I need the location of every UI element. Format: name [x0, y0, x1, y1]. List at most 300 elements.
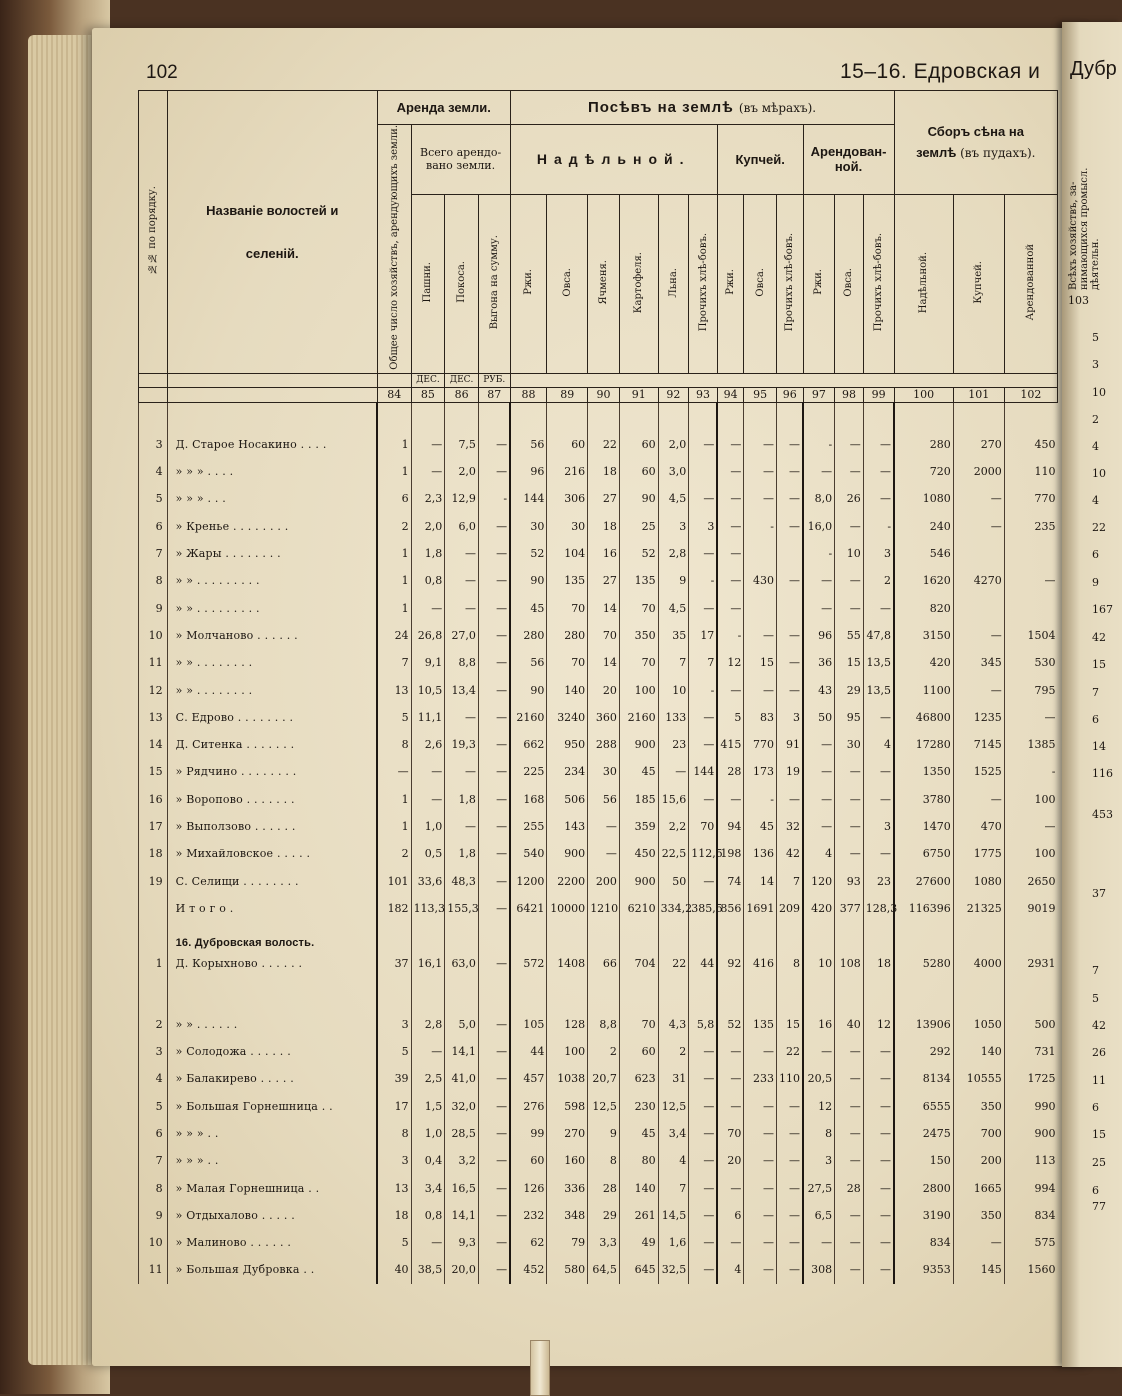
cell-value: 26	[835, 485, 864, 512]
cell-value: 135	[619, 567, 658, 594]
cell-value: —	[689, 1256, 718, 1283]
cell-value: 14	[744, 867, 777, 894]
cell-value: 144	[689, 758, 718, 785]
cell-value: 575	[1004, 1229, 1057, 1256]
cell-value: 150	[894, 1147, 953, 1174]
cell-value: 2	[377, 513, 411, 540]
cell-value: 261	[619, 1202, 658, 1229]
cell-value: 3,2	[445, 1147, 479, 1174]
cell-value: —	[689, 485, 718, 512]
header-oats: Овса.	[547, 194, 588, 373]
cell-value: —	[1004, 813, 1057, 840]
cell-value: 56	[510, 649, 547, 676]
facing-page-value: 6	[1092, 1101, 1099, 1114]
cell-value: 3,4	[411, 1174, 445, 1201]
cell-value: 60	[510, 1147, 547, 1174]
spacer-cell	[588, 402, 620, 431]
cell-value: 359	[619, 813, 658, 840]
spacer-cell	[835, 977, 864, 1011]
cell-value: 27600	[894, 867, 953, 894]
cell-value: 1,8	[411, 540, 445, 567]
cell-value: 16,5	[445, 1174, 479, 1201]
cell-value: 70	[689, 813, 718, 840]
total-value: 113,3	[411, 895, 445, 922]
cell-value: —	[411, 431, 445, 458]
cell-value: —	[863, 1229, 894, 1256]
cell-value: -	[689, 676, 718, 703]
spacer-cell	[547, 977, 588, 1011]
total-value: 209	[777, 895, 804, 922]
settlement-name: » » » . . . .	[167, 458, 377, 485]
cell-value: -	[803, 431, 835, 458]
table-row	[139, 758, 1058, 785]
spacer-cell	[478, 402, 510, 431]
cell-value: 216	[547, 458, 588, 485]
cell-value	[689, 458, 718, 485]
spacer-cell	[863, 402, 894, 431]
header-other: Прочихъ хлѣ-бовъ.	[689, 194, 718, 373]
cell-value: —	[777, 1147, 804, 1174]
row-number: 5	[139, 485, 168, 512]
cell-value: 1	[377, 431, 411, 458]
cell-value: —	[835, 758, 864, 785]
cell-value: 1	[377, 540, 411, 567]
page-number: 102	[146, 62, 178, 83]
cell-value: —	[478, 1174, 510, 1201]
cell-value: —	[689, 1038, 718, 1065]
cell-value: 24	[377, 622, 411, 649]
cell-value: —	[478, 458, 510, 485]
cell-value: 270	[547, 1120, 588, 1147]
total-blank	[139, 895, 168, 922]
cell-value: 270	[953, 431, 1004, 458]
settlement-name: » » . . . . . . . . .	[167, 567, 377, 594]
cell-value: 8,0	[803, 485, 835, 512]
cell-value: 90	[510, 676, 547, 703]
facing-page-value: 6	[1092, 713, 1099, 726]
cell-value: 48,3	[445, 867, 479, 894]
cell-value: 70	[588, 622, 620, 649]
cell-value: 133	[658, 704, 689, 731]
cell-value: 70	[619, 1011, 658, 1038]
spacer-cell	[411, 402, 445, 431]
cell-value: —	[717, 786, 744, 813]
facing-page	[1062, 22, 1122, 1367]
cell-value: —	[953, 622, 1004, 649]
cell-value: —	[689, 786, 718, 813]
cell-value: 22	[658, 949, 689, 976]
total-value: 182	[377, 895, 411, 922]
cell-value: —	[953, 676, 1004, 703]
column-number: 95	[744, 387, 777, 402]
cell-value: —	[689, 1120, 718, 1147]
cell-value: —	[689, 1093, 718, 1120]
cell-value: 52	[510, 540, 547, 567]
cell-value: -	[478, 485, 510, 512]
section-cell	[547, 922, 588, 949]
unit-blank-1	[139, 373, 168, 387]
cell-value: 2160	[510, 704, 547, 731]
cell-value: —	[803, 731, 835, 758]
cell-value: 3240	[547, 704, 588, 731]
cell-value: 13,5	[863, 649, 894, 676]
header-hay-rented: Арендованной	[1004, 194, 1057, 373]
section-cell	[377, 922, 411, 949]
cell-value: 135	[547, 567, 588, 594]
cell-value: 6,0	[445, 513, 479, 540]
cell-value: 9	[588, 1120, 620, 1147]
cell-value: 280	[510, 622, 547, 649]
row-number: 10	[139, 1229, 168, 1256]
row-number: 4	[139, 458, 168, 485]
cell-value: —	[478, 1147, 510, 1174]
cell-value: 1470	[894, 813, 953, 840]
settlement-name: » Жары . . . . . . . .	[167, 540, 377, 567]
spacer-cell	[445, 402, 479, 431]
unit-des-plough: ДЕС.	[411, 373, 445, 387]
cell-value: -	[803, 540, 835, 567]
settlement-name: Д. Корыхново . . . . . .	[167, 949, 377, 976]
header-rent-households: Общее число хозяйствъ, арендующихъ земли.	[377, 125, 411, 374]
cell-value: 16	[803, 1011, 835, 1038]
cell-value: 5	[377, 704, 411, 731]
cell-value	[1004, 595, 1057, 622]
cell-value: 2475	[894, 1120, 953, 1147]
cell-value: 20,0	[445, 1256, 479, 1283]
cell-value: 3	[658, 513, 689, 540]
settlement-name: » Рядчино . . . . . . . .	[167, 758, 377, 785]
cell-value: 30	[835, 731, 864, 758]
section-cell	[478, 922, 510, 949]
cell-value: 60	[619, 1038, 658, 1065]
cell-value: —	[445, 595, 479, 622]
section-cell	[803, 922, 835, 949]
cell-value: 720	[894, 458, 953, 485]
row-number: 12	[139, 676, 168, 703]
cell-value: 276	[510, 1093, 547, 1120]
cell-value: 42	[777, 840, 804, 867]
cell-value: 12,9	[445, 485, 479, 512]
total-value: 377	[835, 895, 864, 922]
facing-page-value: 4	[1092, 440, 1099, 453]
row-number: 7	[139, 1147, 168, 1174]
cell-value: —	[478, 595, 510, 622]
cell-value: 470	[953, 813, 1004, 840]
column-number: 96	[777, 387, 804, 402]
cell-value: —	[953, 513, 1004, 540]
cell-value: 47,8	[863, 622, 894, 649]
cell-value: —	[478, 622, 510, 649]
cell-value: —	[777, 1120, 804, 1147]
cell-value: 4	[658, 1147, 689, 1174]
cell-value: 2,2	[658, 813, 689, 840]
cell-value: 3,3	[588, 1229, 620, 1256]
settlement-name: » Малиново . . . . . .	[167, 1229, 377, 1256]
cell-value: —	[689, 867, 718, 894]
settlement-name: » » . . . . . .	[167, 1011, 377, 1038]
column-number: 98	[835, 387, 864, 402]
cell-value: 104	[547, 540, 588, 567]
cell-value: 8134	[894, 1065, 953, 1092]
cell-value: —	[803, 1229, 835, 1256]
cell-value: -	[1004, 758, 1057, 785]
cell-value: —	[777, 485, 804, 512]
cell-value: —	[588, 840, 620, 867]
total-value: 155,3	[445, 895, 479, 922]
spacer-cell	[744, 402, 777, 431]
cell-value: 12	[803, 1093, 835, 1120]
cell-value: —	[478, 786, 510, 813]
cell-value: —	[478, 431, 510, 458]
unit-rub: РУБ.	[478, 373, 510, 387]
cell-value: —	[863, 1065, 894, 1092]
cell-value: —	[835, 458, 864, 485]
cell-value: 45	[510, 595, 547, 622]
cell-value: —	[744, 1038, 777, 1065]
statistics-table	[138, 90, 1058, 1284]
cell-value: 4	[803, 840, 835, 867]
cell-value: 95	[835, 704, 864, 731]
total-value: 21325	[953, 895, 1004, 922]
cell-value: —	[835, 595, 864, 622]
spacer-row	[139, 977, 1058, 1011]
cell-value: 17	[689, 622, 718, 649]
cell-value: 7	[658, 1174, 689, 1201]
cell-value: 30	[510, 513, 547, 540]
header-merchant-oats: Овса.	[744, 194, 777, 373]
cell-value: 80	[619, 1147, 658, 1174]
section-cell	[744, 922, 777, 949]
cell-value: —	[689, 1174, 718, 1201]
row-number: 13	[139, 704, 168, 731]
table-row	[139, 540, 1058, 567]
cell-value: 288	[588, 731, 620, 758]
cell-value: 62	[510, 1229, 547, 1256]
settlement-name: » » » . .	[167, 1147, 377, 1174]
cell-value: —	[1004, 567, 1057, 594]
row-number: 5	[139, 1093, 168, 1120]
cell-value: —	[803, 786, 835, 813]
total-value: 6421	[510, 895, 547, 922]
cell-value	[953, 540, 1004, 567]
cell-value: —	[777, 458, 804, 485]
spacer-cell	[777, 977, 804, 1011]
cell-value: 10555	[953, 1065, 1004, 1092]
cell-value: 2650	[1004, 867, 1057, 894]
cell-value: 20,5	[803, 1065, 835, 1092]
cell-value: —	[717, 1229, 744, 1256]
settlement-name: Д. Ситенка . . . . . . .	[167, 731, 377, 758]
table-row	[139, 676, 1058, 703]
column-number: 89	[547, 387, 588, 402]
cell-value: —	[835, 1038, 864, 1065]
settlement-name: » Солодожа . . . . . .	[167, 1038, 377, 1065]
cell-value: —	[744, 1202, 777, 1229]
column-number: 88	[510, 387, 547, 402]
header-hay-merchant: Купчей.	[953, 194, 1004, 373]
cell-value: 3	[803, 1147, 835, 1174]
cell-value: 13906	[894, 1011, 953, 1038]
cell-value: 580	[547, 1256, 588, 1283]
row-number: 4	[139, 1065, 168, 1092]
cell-value: 18	[588, 513, 620, 540]
cell-value: 5	[717, 704, 744, 731]
header-rented-other: Прочихъ хлѣ-бовъ.	[863, 194, 894, 373]
cell-value: 19	[777, 758, 804, 785]
cell-value: 0,5	[411, 840, 445, 867]
cell-value: 2200	[547, 867, 588, 894]
cell-value: 200	[588, 867, 620, 894]
column-number: 97	[803, 387, 835, 402]
cell-value: 16,1	[411, 949, 445, 976]
cell-value: 13	[377, 1174, 411, 1201]
cell-value: —	[717, 676, 744, 703]
cell-value: —	[803, 813, 835, 840]
cell-value: —	[835, 567, 864, 594]
cell-value: 8	[377, 731, 411, 758]
cell-value: 900	[1004, 1120, 1057, 1147]
cell-value: 7145	[953, 731, 1004, 758]
cell-value: 1080	[953, 867, 1004, 894]
settlement-name: » Михайловское . . . . .	[167, 840, 377, 867]
cell-value: 19,3	[445, 731, 479, 758]
cell-value: 43	[803, 676, 835, 703]
cell-value: 2000	[953, 458, 1004, 485]
cell-value: 64,5	[588, 1256, 620, 1283]
cell-value: 56	[510, 431, 547, 458]
cell-value: 23	[658, 731, 689, 758]
cell-value: 70	[717, 1120, 744, 1147]
cell-value: 15	[835, 649, 864, 676]
row-number: 16	[139, 786, 168, 813]
section-cell	[658, 922, 689, 949]
cell-value: 8,8	[588, 1011, 620, 1038]
cell-value: 110	[1004, 458, 1057, 485]
cell-value: —	[377, 758, 411, 785]
table-row	[139, 1038, 1058, 1065]
row-number: 14	[139, 731, 168, 758]
cell-value: 0,8	[411, 1202, 445, 1229]
cell-value: —	[863, 458, 894, 485]
settlement-name: » Большая Горнешница . .	[167, 1093, 377, 1120]
cell-value: -	[689, 567, 718, 594]
total-value: 9019	[1004, 895, 1057, 922]
cell-value: 345	[953, 649, 1004, 676]
settlement-name: » » . . . . . . . .	[167, 676, 377, 703]
cell-value: 14,5	[658, 1202, 689, 1229]
total-label: И т о г о .	[167, 895, 377, 922]
cell-value: —	[777, 1202, 804, 1229]
cell-value: —	[744, 458, 777, 485]
table-row	[139, 1256, 1058, 1283]
row-number: 7	[139, 540, 168, 567]
cell-value: 770	[1004, 485, 1057, 512]
cell-value: —	[835, 786, 864, 813]
cell-value: —	[953, 485, 1004, 512]
section-cell	[510, 922, 547, 949]
cell-value: 6	[377, 485, 411, 512]
cell-value: —	[689, 1147, 718, 1174]
cell-value: —	[717, 1174, 744, 1201]
cell-value: —	[445, 540, 479, 567]
cell-value: —	[863, 1147, 894, 1174]
cell-value: 113	[1004, 1147, 1057, 1174]
cell-value: 13,5	[863, 676, 894, 703]
cell-value: 820	[894, 595, 953, 622]
cell-value: 235	[1004, 513, 1057, 540]
cell-value: 35	[658, 622, 689, 649]
cell-value: 1	[377, 567, 411, 594]
cell-value: 9,3	[445, 1229, 479, 1256]
cell-value: 306	[547, 485, 588, 512]
cell-value: 90	[510, 567, 547, 594]
cell-value: 60	[547, 431, 588, 458]
cell-value: 7	[777, 867, 804, 894]
cell-value: 1,0	[411, 813, 445, 840]
table-row	[139, 485, 1058, 512]
cell-value	[744, 595, 777, 622]
cell-value: —	[863, 786, 894, 813]
row-number: 8	[139, 1174, 168, 1201]
cell-value: 41,0	[445, 1065, 479, 1092]
cell-value: —	[803, 567, 835, 594]
cell-value: —	[777, 676, 804, 703]
cell-value: —	[953, 786, 1004, 813]
header-rented-oats: Овса.	[835, 194, 864, 373]
cell-value: —	[689, 1202, 718, 1229]
cell-value: —	[744, 431, 777, 458]
cell-value: 45	[619, 758, 658, 785]
table-row	[139, 431, 1058, 458]
cell-value: 452	[510, 1256, 547, 1283]
section-cell	[863, 922, 894, 949]
table-row	[139, 1174, 1058, 1201]
section-cell	[588, 922, 620, 949]
cell-value: 14,1	[445, 1038, 479, 1065]
cell-value: 3	[377, 1011, 411, 1038]
cell-value: 234	[547, 758, 588, 785]
cell-value: —	[689, 1229, 718, 1256]
cell-value: 96	[803, 622, 835, 649]
section-cell	[835, 922, 864, 949]
cell-value: 28,5	[445, 1120, 479, 1147]
cell-value: 44	[510, 1038, 547, 1065]
cell-value: 350	[953, 1202, 1004, 1229]
cell-value: 1,8	[445, 840, 479, 867]
cell-value: —	[717, 1093, 744, 1120]
row-number: 18	[139, 840, 168, 867]
cell-value: 16	[588, 540, 620, 567]
spacer-cell	[835, 402, 864, 431]
cell-value: 12	[717, 649, 744, 676]
cell-value: —	[744, 1229, 777, 1256]
cell-value: 100	[619, 676, 658, 703]
cell-value: 29	[835, 676, 864, 703]
cell-value: 308	[803, 1256, 835, 1283]
column-number: 102	[1004, 387, 1057, 402]
cell-value: 1	[377, 813, 411, 840]
unit-blank-rest	[510, 373, 1057, 387]
table-row	[139, 731, 1058, 758]
cell-value: —	[803, 458, 835, 485]
row-number: 8	[139, 567, 168, 594]
cell-value: 12,5	[588, 1093, 620, 1120]
facing-page-value: 6	[1092, 548, 1099, 561]
cell-value: 8	[777, 949, 804, 976]
row-number: 11	[139, 1256, 168, 1283]
cell-value: 232	[510, 1202, 547, 1229]
row-number: 3	[139, 1038, 168, 1065]
